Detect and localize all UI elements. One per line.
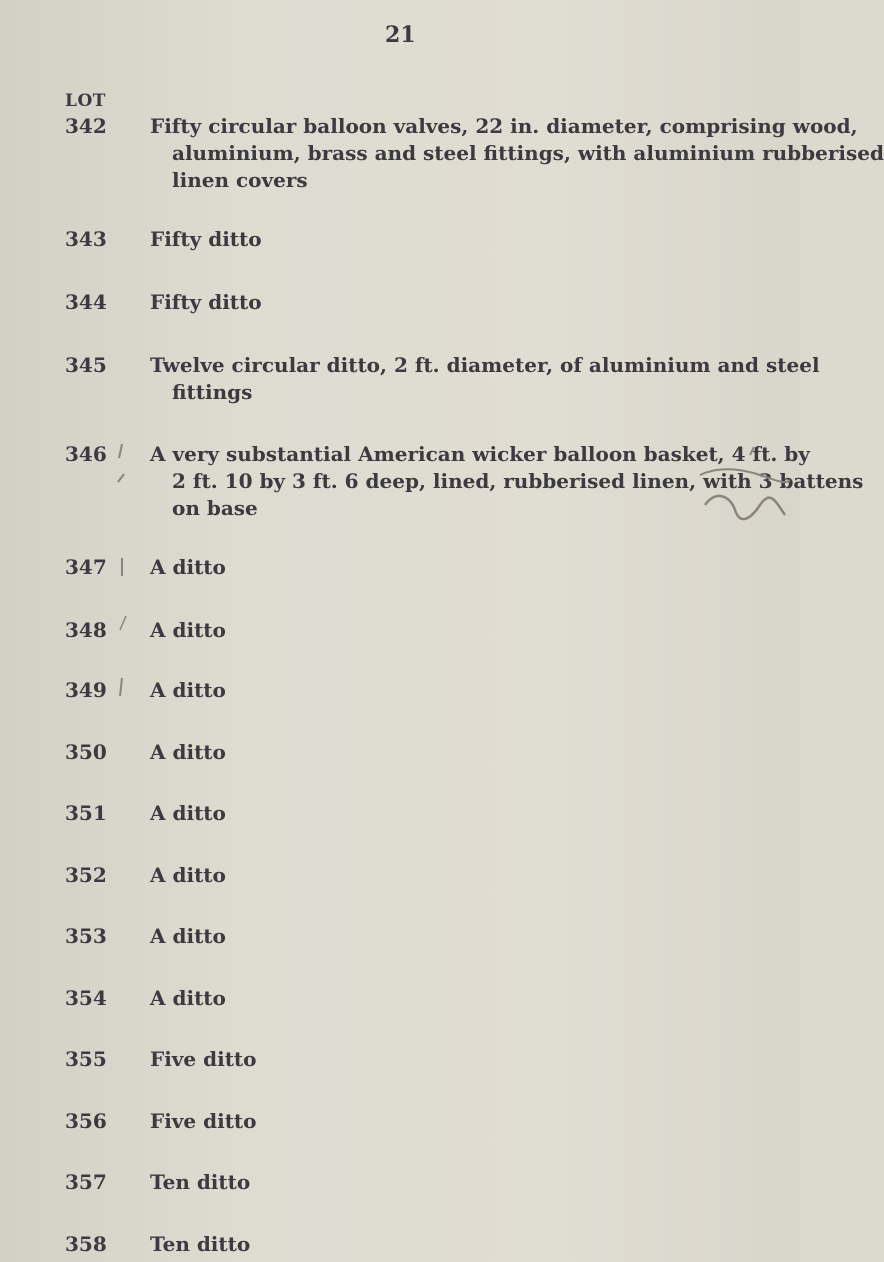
- margin-bracket-marks: [112, 438, 132, 708]
- description-line: A ditto: [150, 678, 226, 702]
- lot-number: 353: [65, 924, 107, 948]
- description-line: Fifty ditto: [150, 227, 262, 251]
- lot-description: [150, 985, 790, 1012]
- lot-description: [150, 1108, 790, 1135]
- description-line: Five ditto: [150, 1047, 257, 1071]
- page-number: 21: [385, 22, 416, 48]
- lot-description: [150, 289, 790, 316]
- description-line: A ditto: [150, 986, 226, 1010]
- description-line: Fifty circular balloon valves, 22 in. diameter, comprising wood,: [150, 114, 858, 138]
- lot-number: 351: [65, 801, 107, 825]
- lot-description: [150, 1169, 790, 1196]
- description-line: Ten ditto: [150, 1232, 251, 1256]
- description-line: A ditto: [150, 740, 226, 764]
- lot-description: [150, 617, 790, 644]
- description-line: A ditto: [150, 618, 226, 642]
- description-line: A ditto: [150, 801, 226, 825]
- description-line: A ditto: [150, 863, 226, 887]
- lot-description: [150, 677, 790, 704]
- description-line: Ten ditto: [150, 1170, 251, 1194]
- lot-column-header: LOT: [65, 91, 106, 111]
- lot-number: 347: [65, 555, 107, 579]
- lot-description: [150, 1231, 790, 1258]
- description-line: aluminium, brass and steel fittings, with aluminium rubberised: [172, 141, 884, 165]
- lot-number: 355: [65, 1047, 107, 1071]
- lot-description: [150, 1046, 790, 1073]
- handwritten-annotation: [690, 445, 795, 530]
- description-line: A ditto: [150, 555, 226, 579]
- lot-number: 350: [65, 740, 107, 764]
- lot-number: 346: [65, 442, 107, 466]
- lot-description: [150, 923, 790, 950]
- lot-number: 357: [65, 1170, 107, 1194]
- lot-description: [150, 554, 790, 581]
- lot-description: [150, 800, 790, 827]
- description-line: linen covers: [172, 168, 308, 192]
- description-line: Five ditto: [150, 1109, 257, 1133]
- lot-number: 343: [65, 227, 107, 251]
- lot-description: [150, 739, 790, 766]
- description-line: 2 ft. 10 by 3 ft. 6 deep, lined, rubberised linen, with 3 battens: [172, 469, 864, 493]
- lot-description: [150, 352, 820, 406]
- description-line: Twelve circular ditto, 2 ft. diameter, of aluminium and steel: [150, 353, 820, 377]
- lot-number: 349: [65, 678, 107, 702]
- description-line: A ditto: [150, 924, 226, 948]
- description-line: Fifty ditto: [150, 290, 262, 314]
- lot-description: [150, 226, 790, 253]
- lot-number: 356: [65, 1109, 107, 1133]
- lot-number: 344: [65, 290, 107, 314]
- lot-description: [150, 113, 884, 194]
- lot-number: 345: [65, 353, 107, 377]
- lot-number: 358: [65, 1232, 107, 1256]
- lot-number: 348: [65, 618, 107, 642]
- description-line: on base: [172, 496, 258, 520]
- lot-number: 342: [65, 114, 107, 138]
- lot-number: 352: [65, 863, 107, 887]
- lot-number: 354: [65, 986, 107, 1010]
- lot-description: [150, 862, 790, 889]
- description-line: fittings: [172, 380, 253, 404]
- description-line: A very substantial American wicker balloon basket, 4 ft. by: [150, 442, 810, 466]
